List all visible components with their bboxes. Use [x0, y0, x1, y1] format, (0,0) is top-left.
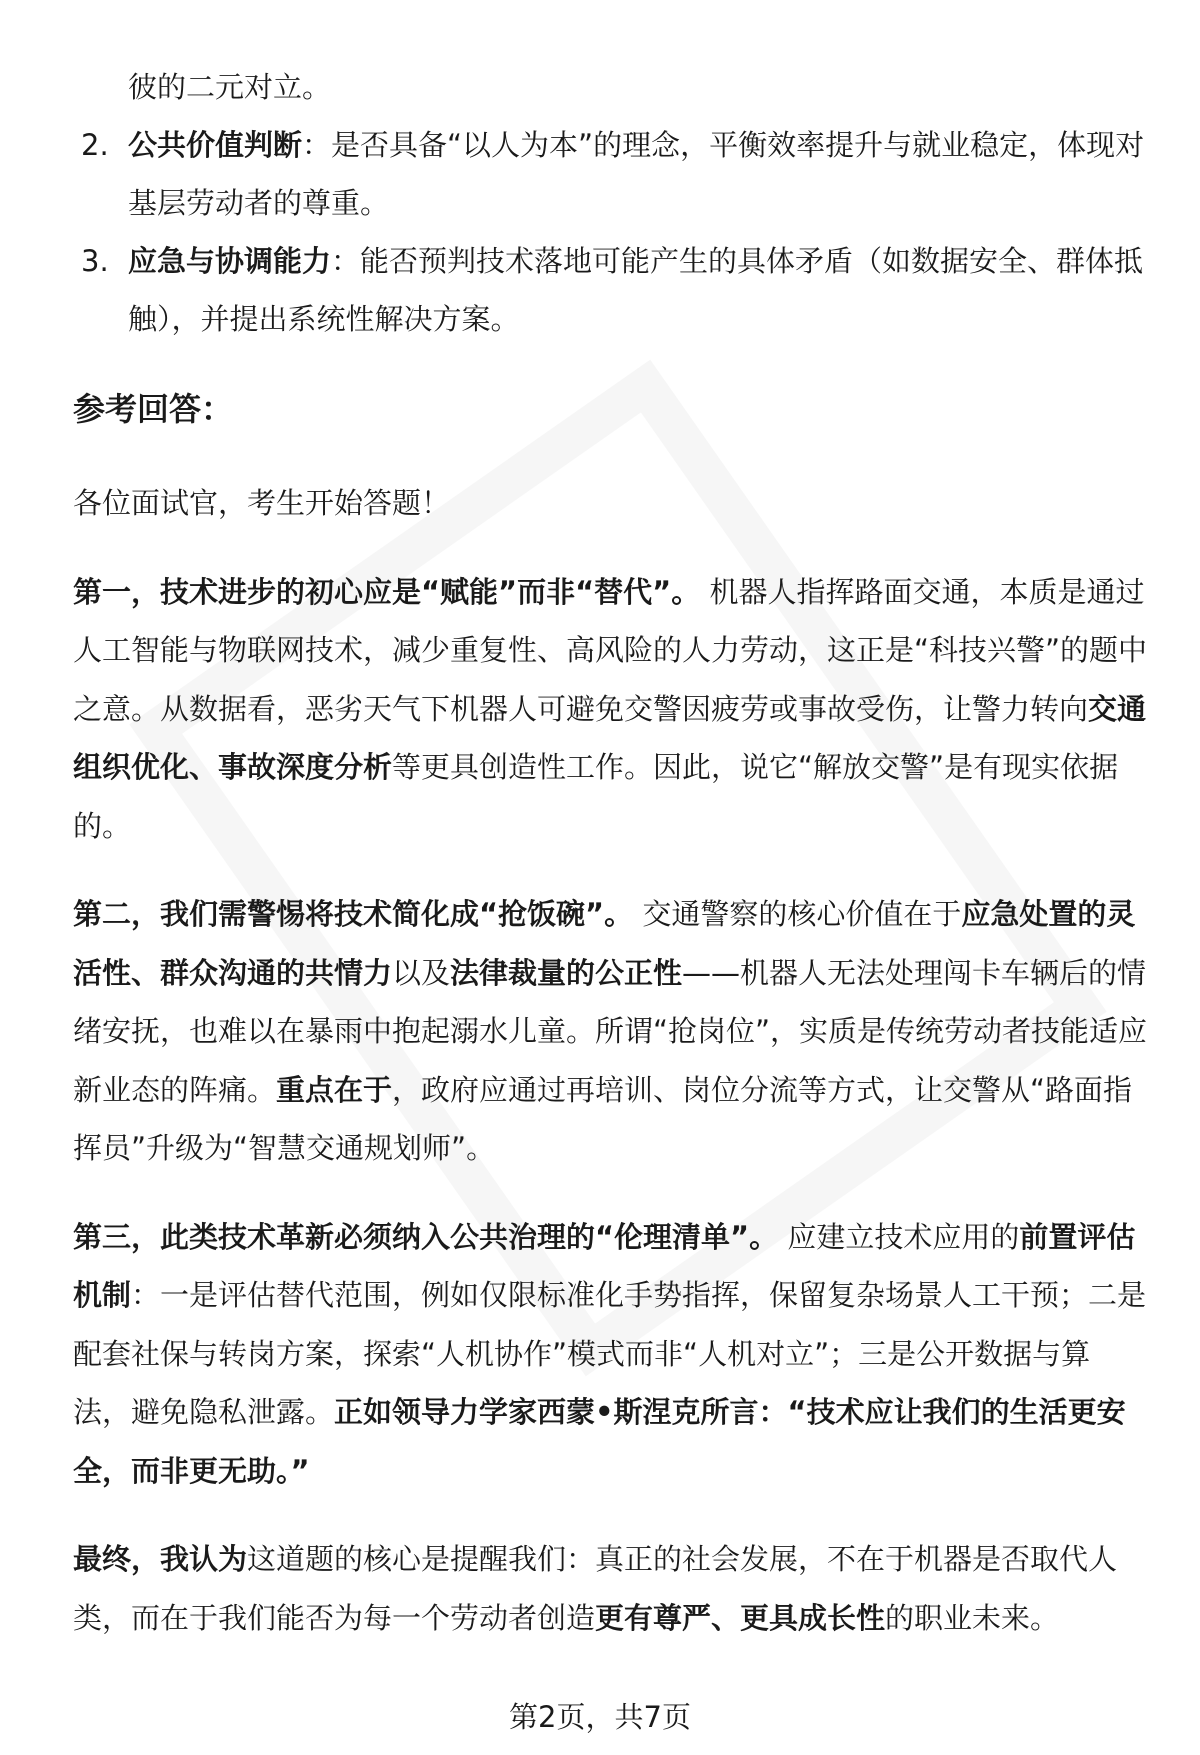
list-item-text: ：是否具备“以人为本”的理念，平衡效率提升与就业稳定，体现对基层劳动者的尊重。 — [128, 128, 1145, 220]
para2-emphasis-3: 重点在于 — [276, 1072, 393, 1107]
para2-text-1: 交通警察的核心价值在于 — [633, 897, 962, 931]
para2-emphasis-1: 应急处置的灵活性、群众沟通的共情力 — [73, 897, 1136, 990]
para2-text-3: ——机器人无法处理闯卡车辆后的情绪安抚，也难以在暴雨中抱起溺水儿童。所谓“抢岗位”，实质是传统劳动者技能适应新业态的阵痛。 — [73, 955, 1148, 1107]
para2-emphasis-2: 法律裁量的公正性 — [450, 955, 683, 990]
para3-lead: 第三，此类技术革新必须纳入公共治理的“伦理清单”。 — [73, 1219, 779, 1254]
list-item-continuation: 彼的二元对立。 — [128, 70, 332, 104]
page-number: 第2页，共7页 — [509, 1700, 691, 1734]
section-heading: 参考回答： — [73, 390, 234, 428]
list-item — [73, 116, 1148, 232]
para1-text-2: 等更具创造性工作。因此，说它“解放交警”是有现实依据的。 — [73, 750, 1119, 843]
para2-text-2: 以及 — [392, 955, 451, 990]
list-item-title: 公共价值判断 — [128, 128, 303, 162]
para3-emphasis-1: 前置评估机制 — [73, 1219, 1136, 1312]
list-number: 3. — [81, 244, 109, 278]
criteria-list — [73, 116, 1148, 348]
list-item — [73, 232, 1148, 348]
paragraph-4 — [73, 1530, 1148, 1647]
para1-text-1: 机器人指挥路面交通，本质是通过人工智能与物联网技术，减少重复性、高风险的人力劳动，这正是“科技兴警”的题中之意。从数据看，恶劣天气下机器人可避免交警因疲劳或事故受伤，让警力转向 — [73, 574, 1148, 726]
para4-text-1: 这道题的核心是提醒我们：真正的社会发展，不在于机器是否取代人类，而在于我们能否为每一个劳动者创造 — [73, 1542, 1118, 1635]
para1-lead: 第一，技术进步的初心应是“赋能”而非“替代”。 — [73, 574, 701, 609]
list-item-title: 应急与协调能力 — [128, 244, 332, 278]
para3-text-1: 应建立技术应用的 — [778, 1219, 1020, 1254]
para4-emphasis: 更有尊严、更具成长性 — [595, 1600, 886, 1635]
para4-lead: 最终，我认为 — [73, 1542, 248, 1576]
para1-emphasis: 交通组织优化、事故深度分析 — [73, 691, 1147, 784]
paragraph-1 — [73, 563, 1148, 856]
para3-text-2: ：一是评估替代范围，例如仅限标准化手势指挥，保留复杂场景人工干预；二是配套社保与转岗方案，探索“人机协作”模式而非“人机对立”；三是公开数据与算法，避免隐私泄露。 — [73, 1278, 1147, 1429]
list-number: 2. — [81, 128, 109, 162]
para2-lead: 第二，我们需警惕将技术简化成“抢饭碗”。 — [73, 897, 634, 931]
para4-text-2: 的职业未来。 — [885, 1600, 1060, 1635]
list-item-text: ：能否预判技术落地可能产生的具体矛盾（如数据安全、群体抵触），并提出系统性解决方案。 — [128, 244, 1144, 336]
greeting: 各位面试官，考生开始答题！ — [73, 486, 451, 520]
para2-text-4: ，政府应通过再培训、岗位分流等方式，让交警从“路面指挥员”升级为“智慧交通规划师”。 — [73, 1072, 1133, 1165]
paragraph-2 — [73, 885, 1148, 1178]
page-content — [73, 58, 1148, 1647]
para3-quote: 正如领导力学家西蒙•斯涅克所言：“技术应让我们的生活更安全，而非更无助。” — [73, 1395, 1126, 1488]
paragraph-3 — [73, 1208, 1148, 1501]
